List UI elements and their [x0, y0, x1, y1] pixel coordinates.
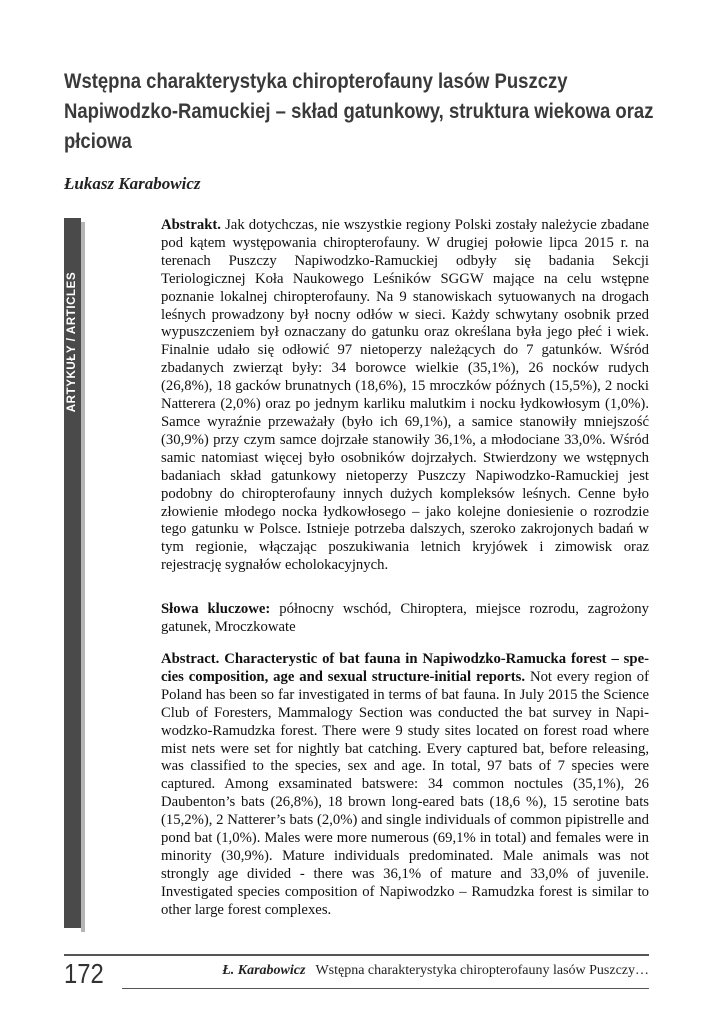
running-head-title: Wstępna charakterystyka chiropterofauny lasów Puszczy…	[315, 963, 649, 978]
article-title: Wstępna charakterystyka chiropterofauny lasów Puszczy Napiwodzko-Ramuckiej – skład gatunkowy, struktura wiekowa oraz płciowa	[64, 69, 654, 153]
abstract-polish-text: Jak dotychczas, nie wszystkie regiony Polski zostały należycie zbadane pod kątem występowania chiropterofauny. W drugiej połowie lipca 2015 r. na terenach Puszczy Napiwodzko-Ramuckiej odbyły się badania Sekcji Teriologicznej Koła Naukowego Leśników SGGW mające na celu wstępne poznanie lokalnej chiropterofauny. Na 9 stanowiskach sytuowanych na drogach leśnych prowadzony był nocny odłów w sieci. Każdy schwytany osobnik przed wypuszczeniem był oznaczany do gatunku oraz określana była jego płeć i wiek. Finalnie udało się odłowić 97 nietoperzy należących do 7 gatunków. Wśród zbadanych zwierząt były: 34 borowce wielkie (35,1%), 26 nocków rudych (26,8%), 18 gacków brunatnych (18,6%), 15 mroczków późnych (15,5%), 2 nocki Natterera (2,0%) oraz po jednym karliku malutkim i nocku łydkowłosym (1,0%). Samce wyraźnie przeważały (było ich 69,1%), a samice stanowiły mniejszość (30,9%) przy czym samce dojrzałe stanowiły 36,1%, a młodociane 33,0%. Wśród samic natomiast więcej było osobników dojrzałych. Stwierdzony we wstępnych badaniach skład gatunkowy nietoperzy Puszczy Napiwodzko-Ramuckiej jest podobny do chiropterofauny innych dużych kompleksów leśnych. Cenne było złowienie młodego nocka łydkowłosego – jako kolejne doniesienie o rozrodzie tego gatunku w Polsce. Istnieje potrzeba dalszych, szeroko zakrojonych badań w tym regionie, włączając poszukiwania letnich kryjówek i zimowisk oraz rejestrację sygnałów echolokacyjnych.	[161, 217, 649, 574]
running-head-author: Ł. Karabowicz	[222, 963, 306, 978]
page-number: 172	[64, 958, 104, 989]
keywords-polish-label: Słowa kluczowe:	[161, 601, 271, 617]
abstract-english-text: Not every region of Poland has been so far investigated in terms of bat fauna. In July 2015 the Science Club of Foresters, Mammalogy Section was conducted the bat survey in Napiwodzko-Ramudzka forest. There were 9 study sites located on forest road where mist nets were set for nightly bat catching. Every captured bat, before releasing, was classified to the species, sex and age. In total, 97 bats of 7 species were captured. Among exsaminated batswere: 34 common noctules (35,1%), 26 Daubenton’s bats (26,8%), 18 brown long-eared bats (18,6 %), 15 serotine bats (15,2%), 2 Natterer’s bats (2,0%) and single individuals of common pipistrelle and pond bat (1,0%). Males were more numerous (69,1% in total) and females were in minority (30,9%). Mature individuals predominated. Male animals was not strongly age divided - there was 36,1% of mature and 33,0% of juvenile. Investigated species composition of Napiwodzko – Ramudzka forest is similar to other large forest complexes.	[161, 668, 649, 918]
abstract-english	[161, 651, 649, 920]
abstract-polish-label: Abstrakt.	[161, 217, 221, 233]
section-sidebar-label: ARTYKUŁY / ARTICLES	[66, 271, 78, 413]
section-sidebar-shadow	[81, 222, 85, 932]
footer-rule	[64, 954, 649, 956]
keywords-polish	[161, 601, 649, 637]
article-author: Łukasz Karabowicz	[64, 174, 201, 193]
running-head	[222, 963, 649, 979]
abstract-english-label: Abstract. Characterystic of bat fauna in Napiwodzko-Ramucka forest – species composition, age and sexual structure-initial reports.	[161, 651, 649, 685]
footer-rule-lower	[122, 988, 649, 989]
keywords-polish-text: północny wschód, Chiroptera, miejsce rozrodu, zagrożony gatunek, Mroczkowate	[161, 601, 649, 635]
abstract-polish	[161, 217, 649, 575]
